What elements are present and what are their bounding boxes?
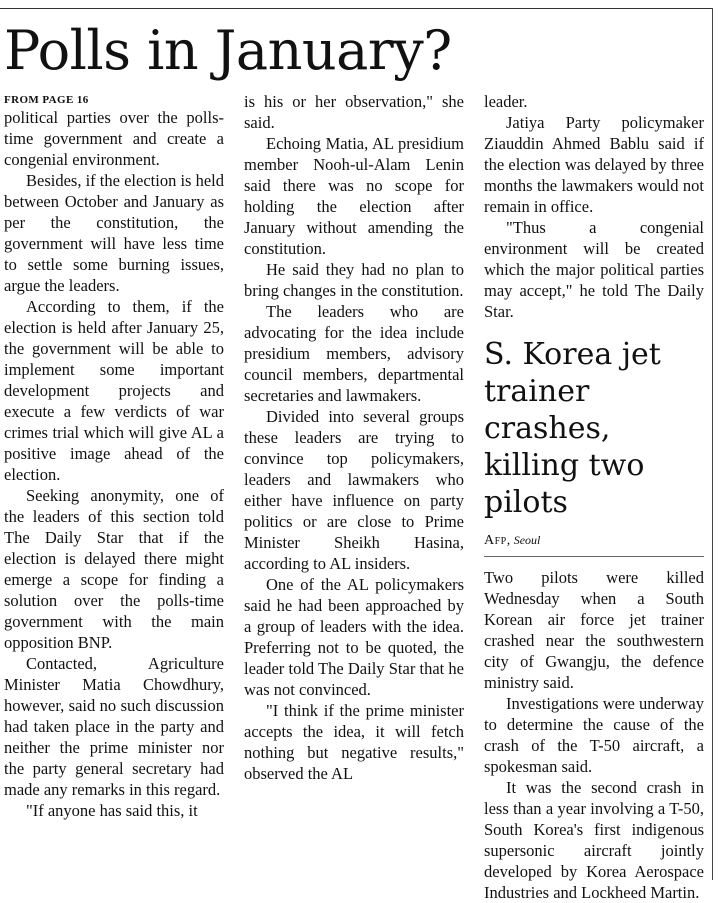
byline bbox=[484, 531, 704, 557]
paragraph: leader. bbox=[484, 92, 528, 111]
paragraph: One of the AL policymakers said he had been approached by a group of leaders with the idea. Preferring not to be quoted, the leader told The Daily Star that he was not convinced. bbox=[244, 575, 464, 699]
paragraph: political parties over the polls-time government and create a congenial environment. bbox=[4, 108, 224, 169]
byline-separator: , bbox=[506, 533, 514, 548]
paragraph: Investigations were underway to determine the cause of the crash of the T-50 aircraft, a spokesman said. bbox=[484, 694, 704, 776]
paragraph: Echoing Matia, AL presidium member Nooh-ul-Alam Lenin said there was no scope for holding the election after January without amending the constitution. bbox=[244, 134, 464, 258]
paragraph: is his or her observation," she said. bbox=[244, 92, 464, 132]
paragraph: Besides, if the election is held between October and January as per the constitution, the government will have less time to settle some burning issues, argue the leaders. bbox=[4, 171, 224, 295]
paragraph: Seeking anonymity, one of the leaders of this section told The Daily Star that if the election is delayed there might emerge a scope for finding a solution over the polls-time government with the main opposition BNP. bbox=[4, 486, 224, 652]
paragraph: "If anyone has said this, it bbox=[26, 801, 198, 820]
paragraph: Contacted, Agriculture Minister Matia Chowdhury, however, said no such discussion had taken place in the party and neither the prime minister nor the party general secretary had made any remarks in this regard. bbox=[4, 654, 224, 799]
article-column-2 bbox=[244, 91, 464, 784]
paragraph: "Thus a congenial environment will be created which the major political parties may accept," he told The Daily Star. bbox=[484, 218, 704, 321]
headline: Polls in January? bbox=[4, 19, 452, 82]
top-rule bbox=[0, 8, 712, 9]
column-rule bbox=[712, 8, 713, 880]
paragraph: The leaders who are advocating for the idea include presidium members, advisory council members, departmental secretaries and lawmakers. bbox=[244, 302, 464, 405]
second-story-headline: S. Korea jet trainer crashes, killing two pilots bbox=[484, 337, 661, 520]
paragraph: Two pilots were killed Wednesday when a South Korean air force jet trainer crashed near the southwestern city of Gwangju, the defence ministry said. bbox=[484, 568, 704, 692]
continuation-kicker: FROM PAGE 16 bbox=[4, 94, 89, 106]
paragraph: "I think if the prime minister accepts the idea, it will fetch nothing but negative results," observed the AL bbox=[244, 701, 464, 783]
byline-place: Seoul bbox=[513, 533, 541, 547]
paragraph: Jatiya Party policymaker Ziauddin Ahmed Bablu said if the election was delayed by three months the lawmakers would not remain in office. bbox=[484, 113, 704, 216]
paragraph: Divided into several groups these leaders are trying to convince top policymakers, leaders and lawmakers who either have influence on party politics or are close to Prime Minister Sheikh Hasina, according to AL insiders. bbox=[244, 407, 464, 573]
paragraph: According to them, if the election is held after January 25, the government will be able to implement some important development projects and execute a few verdicts of war crimes trial which will give AL a positive image ahead of the election. bbox=[4, 297, 224, 484]
article-column-3 bbox=[484, 91, 704, 903]
paragraph: It was the second crash in less than a year involving a T-50, South Korea's first indigenous supersonic aircraft jointly developed by Korea Aerospace Industries and Lockheed Martin. bbox=[484, 778, 704, 902]
paragraph: He said they had no plan to bring changes in the constitution. bbox=[244, 260, 464, 300]
byline-agency: Afp bbox=[484, 533, 507, 548]
second-story-body bbox=[484, 567, 704, 903]
article-column-1 bbox=[4, 93, 224, 821]
